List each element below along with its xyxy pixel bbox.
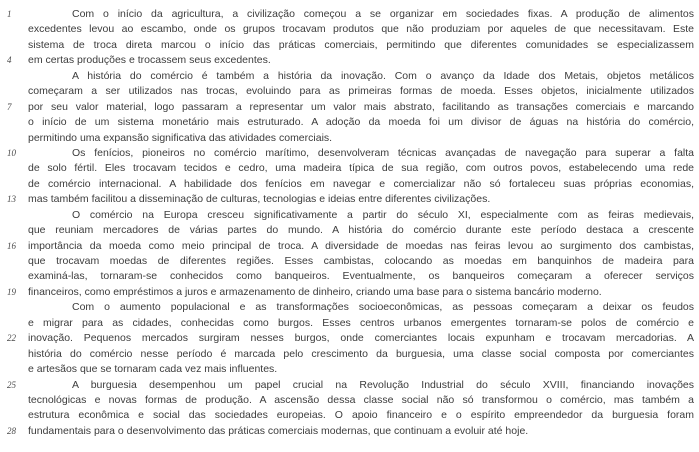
text-line bbox=[0, 38, 694, 53]
document-body bbox=[0, 7, 694, 439]
text-line-content: que trocavam moedas de diferentes regiões. Esses cambistas, colocando as moedas em banquinhos de madeira para bbox=[28, 255, 694, 267]
text-line-content: história do comércio nesse período é marcada pelo crescimento da burguesia, uma classe social composta por comerciantes bbox=[28, 347, 694, 360]
line-number: 1 bbox=[7, 9, 12, 19]
text-line-content: permitindo uma expansão significativa das atividades comerciais. bbox=[28, 131, 333, 144]
text-line-content: Com o início da agricultura, a civilização começou a se organizar em sociedades fixas. A produção de alimentos bbox=[72, 8, 694, 20]
text-line bbox=[0, 362, 694, 377]
text-line bbox=[0, 424, 694, 439]
text-line-content: de solo fértil. Eles trocavam tecidos e cedro, uma madeira típica de sua região, com outros povos, estabelecendo uma rede bbox=[28, 162, 694, 175]
text-line bbox=[0, 192, 694, 207]
text-line-content: mas também facilitou a disseminação de culturas, tecnologias e ideias entre diferentes civilizações. bbox=[28, 193, 491, 206]
line-number: 25 bbox=[7, 379, 16, 390]
line-number: 10 bbox=[7, 147, 16, 158]
text-line bbox=[0, 161, 694, 176]
text-line-content: de comércio internacional. A habilidade dos fenícios em navegar e comercializar não só fortaleceu suas próprias economias, bbox=[28, 177, 694, 190]
text-line bbox=[0, 408, 694, 423]
text-line bbox=[0, 131, 694, 146]
text-line bbox=[0, 115, 694, 130]
text-line-content: que reuniam mercadores de várias partes do mundo. A história do comércio durante este período destaca a crescente bbox=[28, 224, 694, 237]
text-line-content: e migrar para as cidades, conhecidas como burgos. Esses centros urbanos emergentes tornaram-se polos de comércio e bbox=[28, 316, 694, 329]
text-line-content: por seu valor material, logo passaram a representar um valor mais abstrato, facilitando as transações comerciais e marcando bbox=[28, 100, 694, 113]
text-line bbox=[0, 285, 694, 300]
text-line-content: importância da moeda como meio principal de troca. A diversidade de moedas nas feiras levou ao surgimento dos cambistas, bbox=[28, 239, 694, 252]
text-line bbox=[0, 22, 694, 37]
text-line bbox=[0, 177, 694, 192]
text-line-content: começaram a ser utilizados nas trocas, evoluindo para as primeiras formas de moeda. Esses objetos, inicialmente utilizados bbox=[28, 85, 694, 98]
text-line bbox=[0, 69, 694, 84]
text-line-content: tecnológicas e novas formas de produção. A ascensão dessa classe social não só transformou o comércio, mas também a bbox=[28, 393, 694, 406]
line-number: 22 bbox=[7, 333, 16, 344]
text-line bbox=[0, 7, 694, 22]
text-line-content: fundamentais para o desenvolvimento das práticas comerciais modernas, que continuam a evoluir até hoje. bbox=[28, 424, 529, 437]
text-line bbox=[0, 300, 694, 315]
text-line-content: O comércio na Europa cresceu significativamente a partir do século XI, especialmente com as feiras medievais, bbox=[72, 208, 694, 221]
text-line-content: e artesãos que se tornaram cada vez mais influentes. bbox=[28, 363, 278, 376]
text-line bbox=[0, 223, 694, 238]
text-line-content: excedentes levou ao escambo, onde os grupos trocavam produtos que não produziam por aqueles de que necessitavam. Este bbox=[28, 23, 694, 36]
text-line bbox=[0, 254, 694, 269]
line-number: 19 bbox=[7, 286, 16, 297]
line-number: 16 bbox=[7, 240, 16, 251]
text-line bbox=[0, 146, 694, 161]
text-line-content: Os fenícios, pioneiros no comércio marítimo, desenvolveram técnicas avançadas de navegação para superar a falta bbox=[72, 146, 694, 159]
line-number: 28 bbox=[7, 425, 16, 436]
text-line bbox=[0, 100, 694, 115]
text-line-content: examiná-las, tornaram-se conhecidos como banqueiros. Eventualmente, os banqueiros começaram a oferecer serviços bbox=[28, 270, 694, 283]
line-number: 4 bbox=[7, 55, 12, 66]
text-line bbox=[0, 316, 694, 331]
text-line-content: o início de um sistema monetário mais estruturado. A adoção da moeda foi um divisor de águas na história do comércio, bbox=[28, 116, 694, 129]
line-number: 13 bbox=[7, 194, 16, 205]
text-line-content: em certas produções e trocassem seus excedentes. bbox=[28, 54, 271, 67]
text-line bbox=[0, 239, 694, 254]
text-line bbox=[0, 347, 694, 362]
text-line bbox=[0, 378, 694, 393]
text-line bbox=[0, 84, 694, 99]
text-line-content: Com o aumento populacional e as transformações socioeconômicas, as pessoas começaram a deixar os feudos bbox=[72, 301, 694, 314]
text-line bbox=[0, 53, 694, 68]
text-line-content: financeiros, como empréstimos a juros e armazenamento de dinheiro, criando uma base para o sistema bancário moderno. bbox=[28, 285, 602, 298]
text-line-content: A história do comércio é também a história da inovação. Com o avanço da Idade dos Metais, objetos metálicos bbox=[72, 69, 694, 82]
text-line-content: inovação. Pequenos mercados surgiram nesses burgos, onde comerciantes locais expunham e trocavam mercadorias. A bbox=[28, 332, 694, 345]
text-line-content: sistema de troca direta marcou o início das práticas comerciais, permitindo que diferentes comunidades se especializassem bbox=[28, 38, 694, 51]
text-line bbox=[0, 393, 694, 408]
text-line-content: estrutura econômica e social das sociedades europeias. O apoio financeiro e o espírito empreendedor da burguesia foram bbox=[28, 409, 694, 422]
line-number: 7 bbox=[7, 101, 12, 112]
text-line-content: A burguesia desempenhou um papel crucial na Revolução Industrial do século XVIII, financiando inovações bbox=[72, 378, 694, 391]
text-line bbox=[0, 269, 694, 284]
text-line bbox=[0, 331, 694, 346]
text-line bbox=[0, 208, 694, 223]
